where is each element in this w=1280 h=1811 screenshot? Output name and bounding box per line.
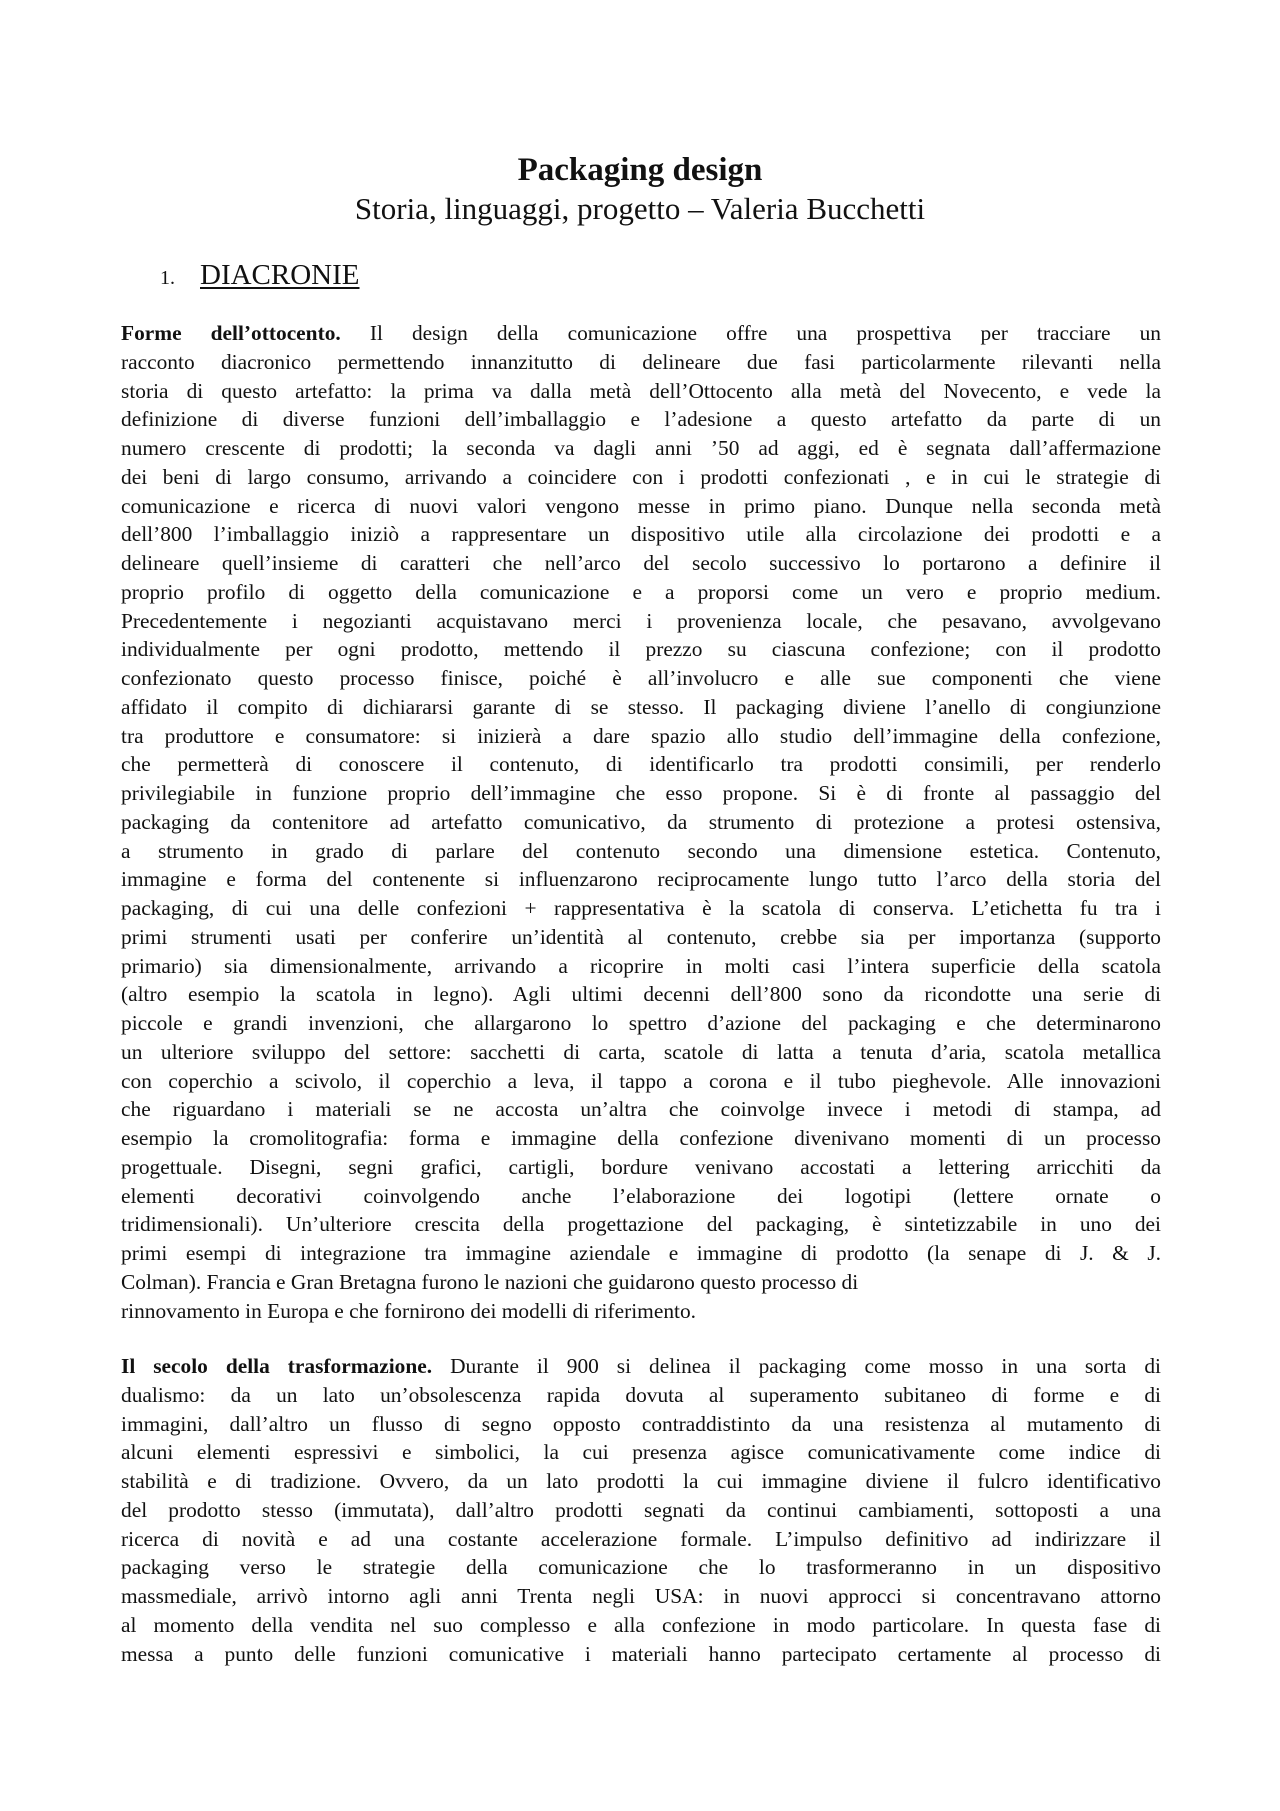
- paragraph-line: storia di questo artefatto: la prima va dalla metà dell’Ottocento alla metà del Novecento, e vede la: [121, 378, 1161, 403]
- section-title: DIACRONIE: [200, 259, 360, 291]
- paragraph-line: messa a punto delle funzioni comunicative i materiali hanno partecipato certamente al processo di: [121, 1641, 1161, 1666]
- paragraph-line: Precedentemente i negozianti acquistavano merci i provenienza locale, che pesavano, avvolgevano: [121, 608, 1161, 633]
- document-subtitle: Storia, linguaggi, progetto – Valeria Bucchetti: [354, 191, 926, 226]
- paragraph-line: confezionato questo processo finisce, poiché è all’involucro e alle sue componenti che viene: [121, 666, 1161, 690]
- paragraph-line: primario) sia dimensionalmente, arrivando a ricoprire in molti casi l’intera superficie della scatola: [121, 953, 1161, 978]
- paragraph-line: del prodotto stesso (immutata), dall’altro prodotti segnati da continui cambiamenti, sottoposti a una: [121, 1497, 1161, 1522]
- paragraph-line: elementi decorativi coinvolgendo anche l’elaborazione dei logotipi (lettere ornate o: [121, 1183, 1161, 1208]
- section-heading: [160, 257, 360, 296]
- document-title: Packaging design: [517, 152, 763, 188]
- paragraph-line: (altro esempio la scatola in legno). Agli ultimi decenni dell’800 sono da ricondotte una serie di: [121, 982, 1161, 1007]
- paragraph-line: alcuni elementi espressivi e simbolici, la cui presenza agisce comunicativamente come indice di: [121, 1440, 1161, 1465]
- paragraph-secolo-trasformazione: [121, 1352, 1161, 1668]
- paragraph-line: tridimensionali). Un’ulteriore crescita della progettazione del packaging, è sintetizzabile in uno dei: [121, 1212, 1161, 1237]
- paragraph-line: primi esempi di integrazione tra immagine aziendale e immagine di prodotto (la senape di J. & J.: [121, 1241, 1161, 1265]
- section-number: 1.: [160, 267, 175, 289]
- paragraph-line: immagine e forma del contenente si influenzarono reciprocamente lungo tutto l’arco della storia del: [121, 867, 1161, 892]
- paragraph-line: un ulteriore sviluppo del settore: sacchetti di carta, scatole di latta a tenuta d’aria, scatola metallica: [121, 1039, 1161, 1064]
- paragraph-line: piccole e grandi invenzioni, che allargarono lo spettro d’azione del packaging e che determinarono: [121, 1011, 1161, 1035]
- paragraph-line: dualismo: da un lato un’obsolescenza rapida dovuta al superamento subitaneo di forme e di: [121, 1382, 1161, 1407]
- paragraph-line: packaging, di cui una delle confezioni + rappresentativa è la scatola di conserva. L’etichetta fu tra i: [121, 896, 1161, 920]
- paragraph-line: racconto diacronico permettendo innanzitutto di delineare due fasi particolarmente rilevanti nella: [121, 349, 1161, 374]
- paragraph-first-line: [121, 1352, 1161, 1381]
- paragraph-line: privilegiabile in funzione proprio dell’immagine che esso propone. Si è di fronte al passaggio del: [121, 781, 1161, 805]
- paragraph-line: a strumento in grado di parlare del contenuto secondo una dimensione estetica. Contenuto,: [121, 838, 1161, 863]
- paragraph-line: stabilità e di tradizione. Ovvero, da un lato prodotti la cui immagine diviene il fulcro identificativo: [121, 1469, 1161, 1493]
- paragraph-line: al momento della vendita nel suo complesso e alla confezione in modo particolare. In questa fase di: [121, 1612, 1161, 1637]
- paragraph-line: proprio profilo di oggetto della comunicazione e a proporsi come un vero e proprio medium.: [121, 579, 1161, 604]
- paragraph-lead: Il secolo della trasformazione.: [121, 1354, 433, 1378]
- paragraph-line: rinnovamento in Europa e che fornirono dei modelli di riferimento.: [121, 1298, 696, 1323]
- paragraph-first-line-text: Durante il 900 si delinea il packaging come mosso in una sorta di: [432, 1354, 1161, 1378]
- paragraph-line: affidato il compito di dichiararsi garante di se stesso. Il packaging diviene l’anello di congiunzione: [121, 694, 1161, 719]
- paragraph-first-line-text: Il design della comunicazione offre una prospettiva per tracciare un: [340, 321, 1161, 345]
- paragraph-line: ricerca di novità e ad una costante accelerazione formale. L’impulso definitivo ad indirizzare il: [121, 1526, 1161, 1551]
- paragraph-line: primi strumenti usati per conferire un’identità al contenuto, crebbe sia per importanza (supporto: [121, 924, 1161, 949]
- paragraph-line: dell’800 l’imballaggio iniziò a rappresentare un dispositivo utile alla circolazione dei prodotti e a: [121, 522, 1161, 547]
- title-block: [0, 150, 1280, 228]
- paragraph-line: individualmente per ogni prodotto, mettendo il prezzo su ciascuna confezione; con il prodotto: [121, 637, 1161, 662]
- paragraph-line: progettuale. Disegni, segni grafici, cartigli, bordure venivano accostati a lettering arricchiti da: [121, 1154, 1161, 1179]
- paragraph-line: immagini, dall’altro un flusso di segno opposto contraddistinto da una resistenza al mutamento di: [121, 1411, 1161, 1436]
- paragraph-line: delineare quell’insieme di caratteri che nell’arco del secolo successivo lo portarono a definire il: [121, 551, 1161, 575]
- paragraph-line: tra produttore e consumatore: si inizierà a dare spazio allo studio dell’immagine della confezione,: [121, 723, 1161, 748]
- paragraph-line: con coperchio a scivolo, il coperchio a leva, il tappo a corona e il tubo pieghevole. Alle innovazioni: [121, 1068, 1161, 1093]
- paragraph-line: che permetterà di conoscere il contenuto, di identificarlo tra prodotti consimili, per renderlo: [121, 752, 1161, 777]
- paragraph-line: Colman). Francia e Gran Bretagna furono le nazioni che guidarono questo processo di: [121, 1269, 859, 1294]
- paragraph-line: packaging da contenitore ad artefatto comunicativo, da strumento di protezione a protesi ostensiva,: [121, 809, 1161, 834]
- paragraph-forme-ottocento: [121, 319, 1161, 1325]
- paragraph-lead: Forme dell’ottocento.: [121, 321, 341, 345]
- paragraph-line: esempio la cromolitografia: forma e immagine della confezione divenivano momenti di un processo: [121, 1126, 1161, 1150]
- paragraph-line: massmediale, arrivò intorno agli anni Trenta negli USA: in nuovi approcci si concentravano attorno: [121, 1584, 1161, 1608]
- paragraph-line: che riguardano i materiali se ne accosta un’altra che coinvolge invece i metodi di stampa, ad: [121, 1097, 1161, 1122]
- paragraph-line: packaging verso le strategie della comunicazione che lo trasformeranno in un dispositivo: [121, 1555, 1161, 1580]
- paragraph-line: numero crescente di prodotti; la seconda va dagli anni ’50 ad aggi, ed è segnata dall’affermazione: [121, 436, 1161, 460]
- paragraph-line: dei beni di largo consumo, arrivando a coincidere con i prodotti confezionati , e in cui le strategie di: [121, 464, 1161, 489]
- paragraph-first-line: [121, 319, 1161, 348]
- paragraph-line: comunicazione e ricerca di nuovi valori vengono messe in primo piano. Dunque nella seconda metà: [121, 493, 1161, 518]
- paragraph-line: definizione di diverse funzioni dell’imballaggio e l’adesione a questo artefatto da parte di un: [121, 407, 1161, 432]
